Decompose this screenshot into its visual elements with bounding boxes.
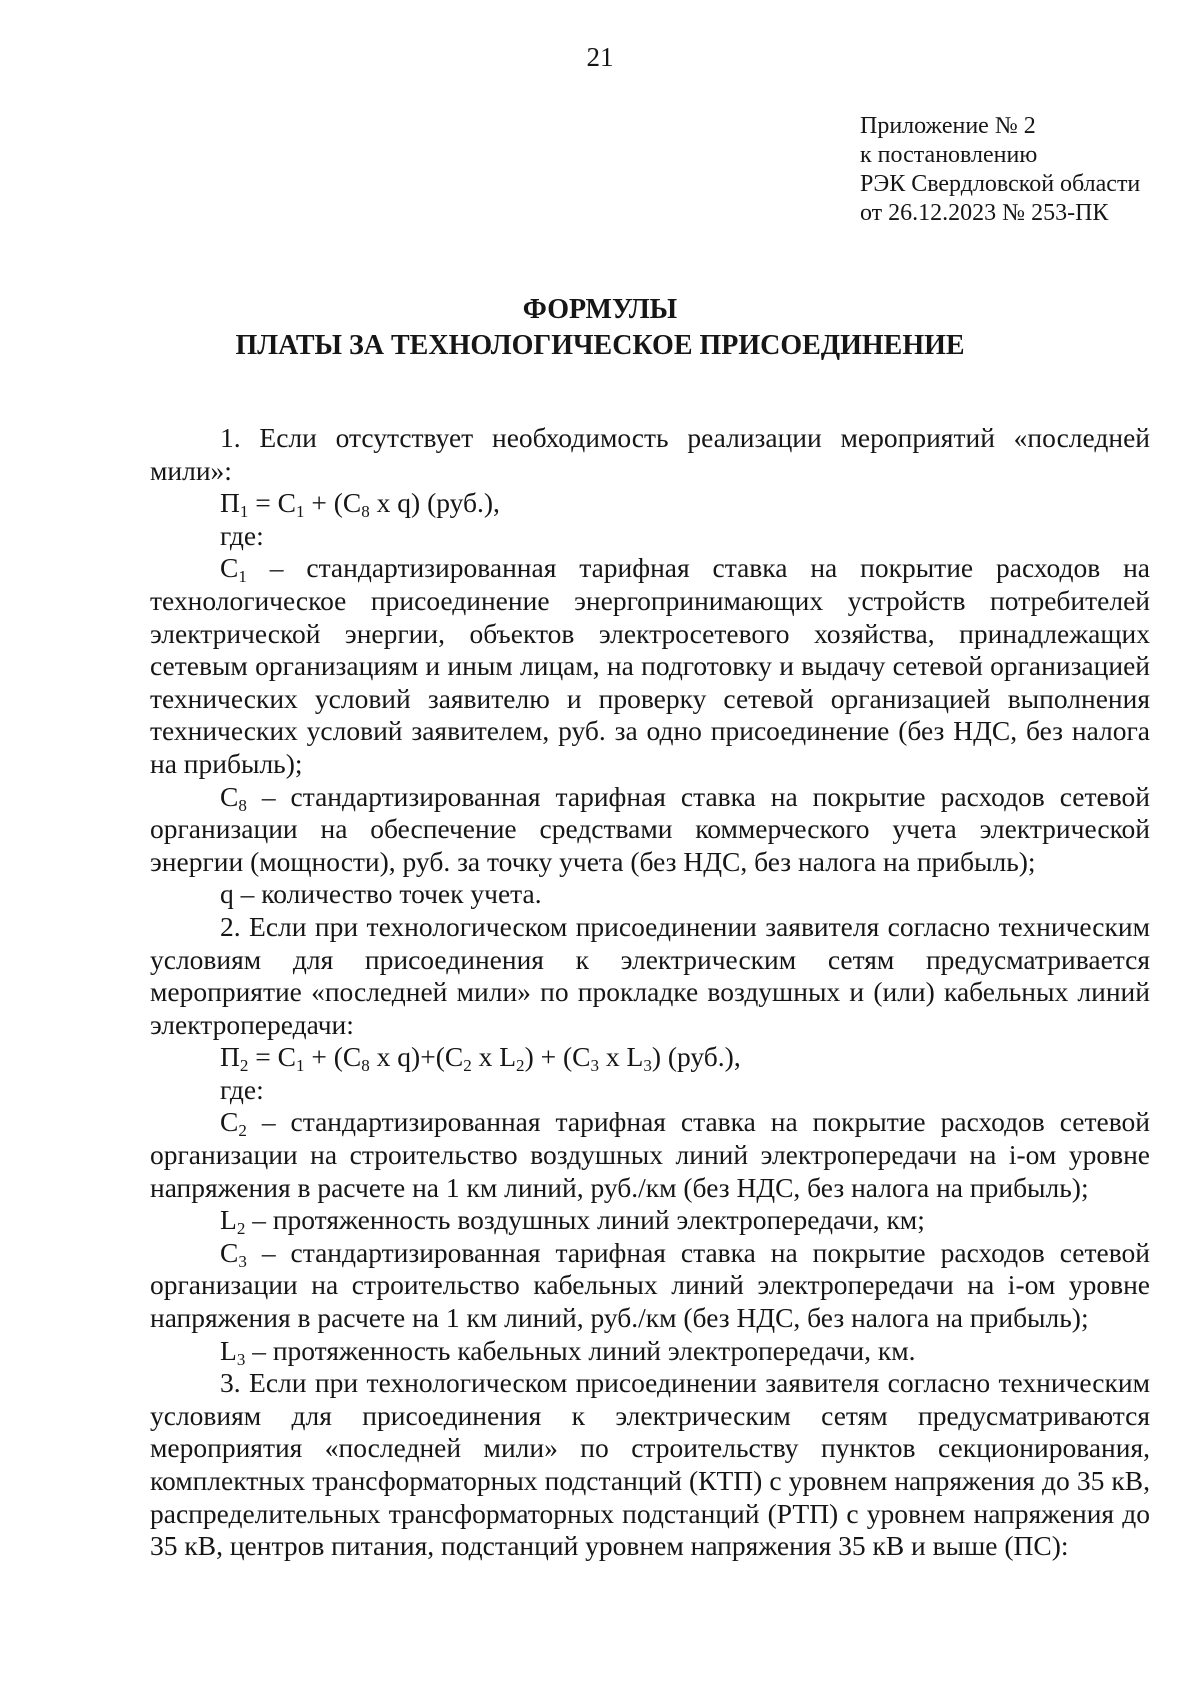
section-1-intro: 1. Если отсутствует необходимость реализации мероприятий «последней мили»: [150,422,1150,486]
appendix-line: от 26.12.2023 № 253-ПК [860,200,1109,226]
section-3-intro: 3. Если при технологическом присоединении заявителя согласно техническим условиям для присоединения к электрическим сетям предусматриваются мероприятия «последней мили» по строительству пунктов секционирования, комплектных трансформаторных подстанций (КТП) с уровнем напряжения до 35 кВ, распределительных трансформаторных подстанций (РТП) с уровнем напряжения до 35 кВ, центров питания, подстанций уровнем напряжения 35 кВ и выше (ПС): [150,1367,1150,1562]
definition-l2: $L_2$ – протяженность воздушных линий электропередачи, км; [220,1204,925,1239]
definition-c2: $С_2$ – стандартизированная тарифная ставка на покрытие расходов сетевой организации на строительство воздушных линий электропередачи на i-ом уровне напряжения в расчете на 1 км линий, руб./км (без НДС, без налога на прибыль); [150,1106,1150,1203]
appendix-line: Приложение № 2 [860,113,1036,139]
definition-l3: $L_3$ – протяженность кабельных линий электропередачи, км. [220,1334,916,1369]
title-line: ФОРМУЛЫ [522,294,678,325]
section-2-intro: 2. Если при технологическом присоединении заявителя согласно техническим условиям для присоединения к электрическим сетям предусматривается мероприятие «последней мили» по прокладке воздушных и (или) кабельных линий электропередачи: [150,910,1150,1040]
appendix-line: к постановлению [860,142,1038,168]
title-line: ПЛАТЫ ЗА ТЕХНОЛОГИЧЕСКОЕ ПРИСОЕДИНЕНИЕ [235,330,965,361]
page-number: 21 [586,42,614,72]
where-label: где: [220,519,264,551]
formula-p2: $П_2 = С_1 + (С_8$ x $q)+(С_2$ x $L_2) + (С_3$ x $L_3$) (руб.), [220,1041,741,1076]
definition-q: q – количество точек учета. [220,878,542,910]
document-body [150,422,1150,1563]
document-title [0,292,1200,364]
formula-p1: $П_1 = С_1 + (С_8$ x q) (руб.), [220,487,500,521]
where-label: где: [220,1073,264,1105]
definition-c1: $С_1$ – стандартизированная тарифная ставка на покрытие расходов на технологическое присоединение энергопринимающих устройств потребителей электрической энергии, объектов электросетевого хозяйства, принадлежащих сетевым организациям и иным лицам, на подготовку и выдачу сетевой организацией технических условий заявителю и проверку сетевой организацией выполнения технических условий заявителем, руб. за одно присоединение (без НДС, без налога на прибыль); [150,552,1150,779]
appendix-line: РЭК Свердловской области [860,171,1141,197]
definition-c3: $С_3$ – стандартизированная тарифная ставка на покрытие расходов сетевой организации на строительство кабельных линий электропередачи на i-ом уровне напряжения в расчете на 1 км линий, руб./км (без НДС, без налога на прибыль); [150,1236,1150,1334]
definition-c8: $С_8$ – стандартизированная тарифная ставка на покрытие расходов сетевой организации на обеспечение средствами коммерческого учета электрической энергии (мощности), руб. за точку учета (без НДС, без налога на прибыль); [150,780,1150,877]
appendix-block [860,112,1140,228]
